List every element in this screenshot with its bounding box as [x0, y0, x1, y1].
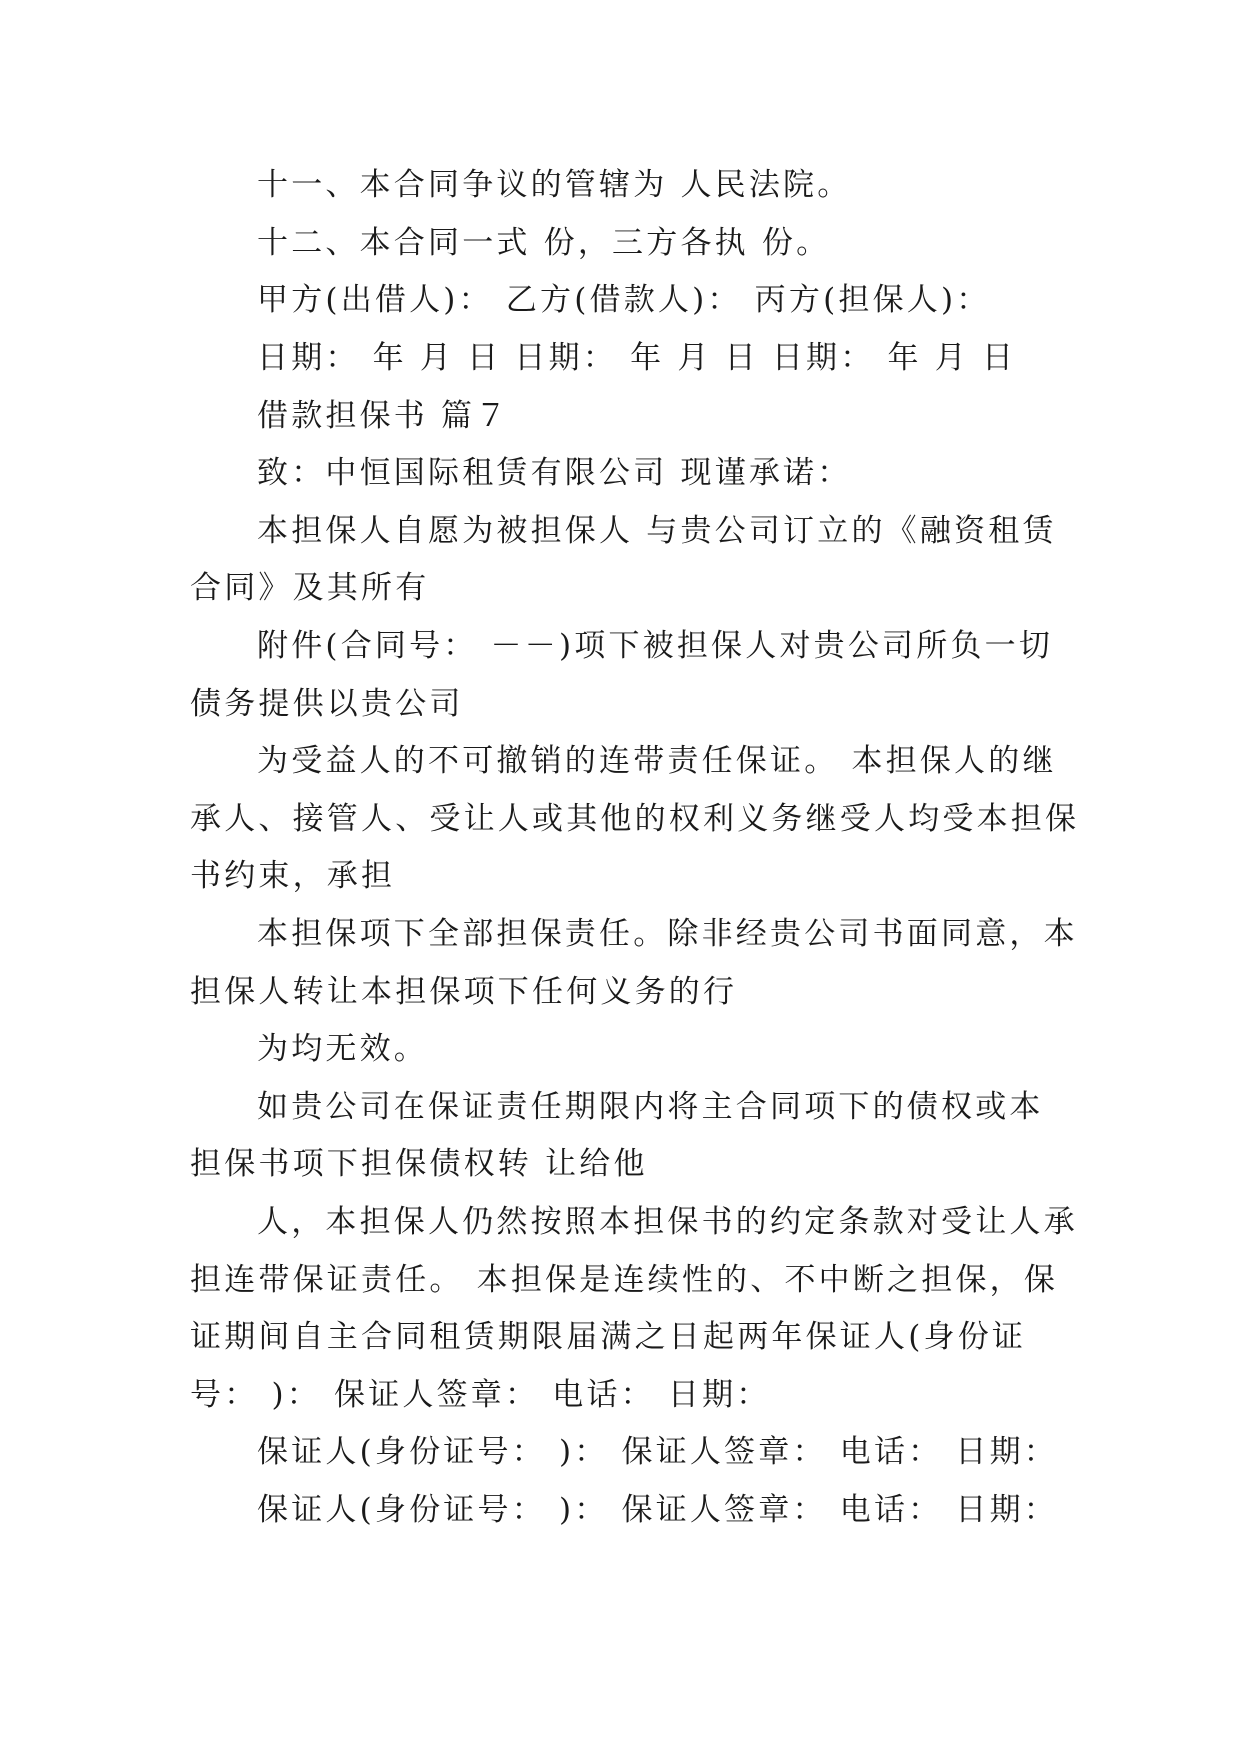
guarantor-signature-line: 保证人(身份证号： )： 保证人签章： 电话： 日期：	[257, 1492, 1059, 1528]
paragraph-line: 本担保人自愿为被担保人 与贵公司订立的《融资租赁	[257, 513, 1057, 549]
paragraph-line: 本担保项下全部担保责任。除非经贵公司书面同意，本	[257, 916, 1078, 952]
paragraph-line: 证期间自主合同租赁期限届满之日起两年保证人(身份证	[190, 1319, 1027, 1355]
paragraph-line: 为均无效。	[257, 1031, 428, 1067]
section-heading: 借款担保书 篇７	[257, 398, 510, 434]
guarantor-signature-line: 保证人(身份证号： )： 保证人签章： 电话： 日期：	[257, 1434, 1059, 1470]
paragraph-line: 为受益人的不可撤销的连带责任保证。 本担保人的继	[257, 743, 1057, 779]
paragraph-line: 人，本担保人仍然按照本担保书的约定条款对受让人承	[257, 1204, 1078, 1240]
paragraph-line: 如贵公司在保证责任期限内将主合同项下的债权或本	[257, 1089, 1044, 1125]
paragraph-line: 附件(合同号： －－)项下被担保人对贵公司所负一切	[257, 628, 1054, 664]
clause-12: 十二、本合同一式 份，三方各执 份。	[257, 225, 831, 261]
parties-line: 甲方(出借人)： 乙方(借款人)： 丙方(担保人)：	[257, 282, 991, 318]
paragraph-line: 承人、接管人、受让人或其他的权利义务继受人均受本担保	[190, 801, 1080, 837]
paragraph-line: 担保书项下担保债权转 让给他	[190, 1146, 648, 1182]
dates-line: 日期： 年 月 日 日期： 年 月 日 日期： 年 月 日	[257, 340, 1017, 376]
guarantor-signature-line: 号： )： 保证人签章： 电话： 日期：	[190, 1377, 771, 1413]
paragraph-line: 债务提供以贵公司	[190, 686, 464, 722]
addressee-line: 致：中恒国际租赁有限公司 现谨承诺：	[257, 455, 852, 491]
paragraph-line: 担连带保证责任。 本担保是连续性的、不中断之担保，保	[190, 1262, 1059, 1298]
paragraph-line: 书约束，承担	[190, 858, 396, 894]
clause-11: 十一、本合同争议的管辖为 人民法院。	[257, 167, 852, 203]
paragraph-line: 合同》及其所有	[190, 570, 430, 606]
paragraph-line: 担保人转让本担保项下任何义务的行	[190, 974, 738, 1010]
